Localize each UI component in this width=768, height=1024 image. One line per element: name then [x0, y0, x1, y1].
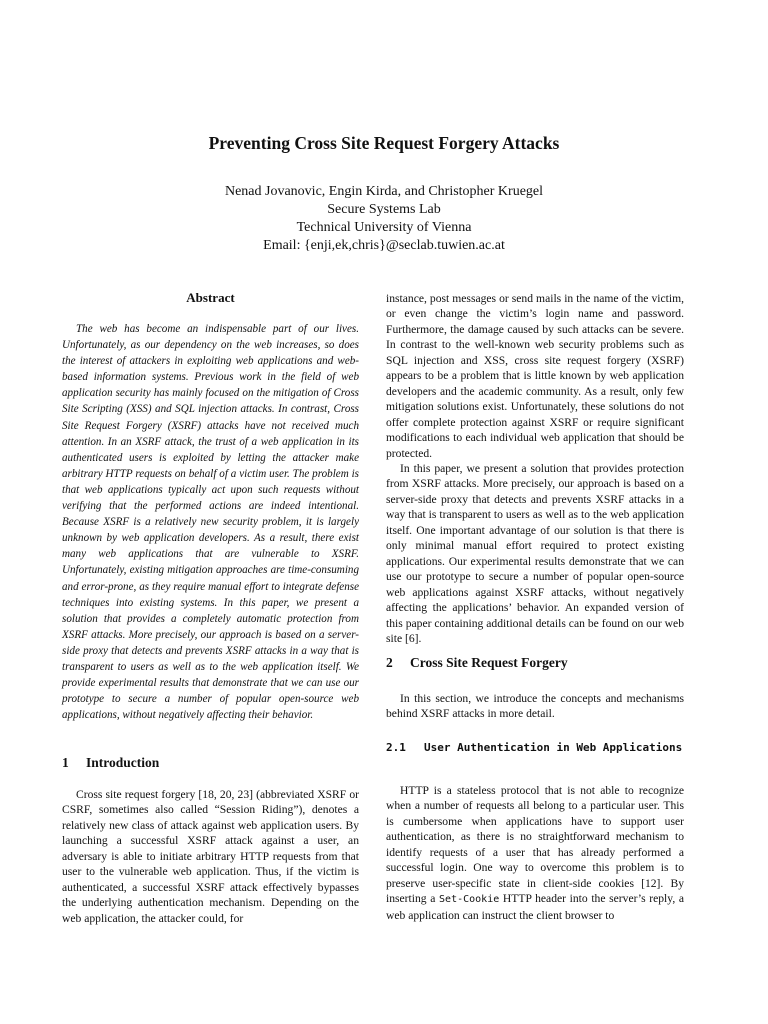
introduction-paragraph: Cross site request forgery [18, 20, 23] (abbreviated XSRF or CSRF, sometimes also called “Session Riding”), denotes a relatively new class of attack against web application users. By launching a successful XSRF attack against a user, an adversary is able to initiate arbitrary HTTP requests from that user to the vulnerable web application. Thus, if the victim is authenticated, a successful XSRF attack effectively bypasses the underlying authentication mechanism. Depending on the web application, the attacker could, for: [62, 788, 359, 925]
author-block: [0, 183, 768, 255]
section-2-1-text: [386, 783, 684, 923]
paragraph-text-after-code: HTTP header into the server’s reply, a web application can instruct the client browser to: [386, 892, 685, 922]
section-2-1-heading: [386, 740, 684, 755]
section-number: 1: [62, 755, 69, 770]
paragraph-text-before-code: HTTP is a stateless protocol that is not able to recognize when a number of requests all belong to a particular user. This is cumbersome when applications have to support user authentication, as there is no straightforward mechanism to identify requests of a user that has already performed a successful login. One way to overcome this problem is to preserve user-specific state in client-side cookies [12]. By inserting a: [386, 784, 684, 906]
affiliation-university: Technical University of Vienna: [296, 220, 472, 235]
continued-paragraph: instance, post messages or send mails in the name of the victim, or even change the victim’s login name and password. Furthermore, the damage caused by such attacks can be severe. In contrast to the well-known web security problems such as SQL injection and XSS, cross site request forgery (XSRF) appears to be a problem that is little known by web application developers and the academic community. As a result, only few mitigation solutions exist. Unfortunately, these solutions do not offer complete protection against XSRF or require significant modifications to each individual web application that should be protected.: [386, 292, 684, 460]
abstract-text: [62, 321, 359, 723]
section-title: Cross Site Request Forgery: [410, 655, 568, 670]
author-names: Nenad Jovanovic, Engin Kirda, and Christopher Kruegel: [224, 184, 544, 199]
introduction-text: [62, 787, 359, 926]
section-1-heading: [62, 755, 159, 771]
abstract-heading: Abstract: [186, 290, 235, 305]
section-2-1-paragraph: [386, 783, 684, 923]
intro-continuation: [386, 291, 684, 646]
section-2-text: [386, 691, 684, 722]
abstract-paragraph: The web has become an indispensable part of our lives. Unfortunately, as our dependency on the web increases, so does the interest of attackers in exploiting web applications and web-based information systems. Previous work in the field of web application security has mainly focused on the mitigation of Cross Site Scripting (XSS) and SQL injection attacks. In contrast, Cross Site Request Forgery (XSRF) attacks have not received much attention. In an XSRF attack, the trust of a web application in its authenticated users is exploited by letting the attacker make arbitrary HTTP requests on behalf of a victim user. The problem is that web applications typically act upon such requests without verifying that the performed actions are indeed intentional. Because XSRF is a relatively new security problem, it is largely unknown by web application developers. As a result, there exist many web applications that are vulnerable to XSRF. Unfortunately, existing mitigation approaches are time-consuming and error-prone, as they require manual effort to integrate defense techniques into existing systems. In this paper, we present a solution that provides a completely automatic protection from XSRF attacks. More precisely, our approach is based on a server-side proxy that detects and prevents XSRF attacks in a way that is transparent to users as well as to the web application itself. We provide experimental results that demonstrate that we can use our prototype to secure a number of popular open-source web applications, without negatively affecting their behavior.: [62, 323, 359, 722]
section-2-paragraph: In this section, we introduce the concepts and mechanisms behind XSRF attacks in more detail.: [386, 692, 684, 721]
affiliation-lab: Secure Systems Lab: [327, 202, 441, 217]
solution-paragraph: In this paper, we present a solution that provides protection from XSRF attacks. More precisely, our approach is based on a server-side proxy that detects and prevents XSRF attacks in a way that is transparent to users as well as to the web application itself. One important advantage of our solution is that there is only minimal manual effort required to protect existing applications. Our experimental results demonstrate that we can use our prototype to secure a number of popular open-source web applications against XSRF attacks, without negatively affecting the applications’ behavior. An expanded version of this paper containing additional details can be found on our web site [6].: [386, 461, 684, 645]
set-cookie-code: Set-Cookie: [439, 894, 500, 906]
subsection-number: 2.1: [386, 741, 406, 754]
section-2-heading: [386, 655, 568, 671]
paper-title: Preventing Cross Site Request Forgery Attacks: [208, 133, 560, 153]
section-number: 2: [386, 655, 393, 670]
author-email: Email: {enji,ek,chris}@seclab.tuwien.ac.at: [263, 238, 505, 253]
subsection-title: User Authentication in Web Applications: [424, 741, 683, 754]
section-title: Introduction: [86, 755, 160, 770]
